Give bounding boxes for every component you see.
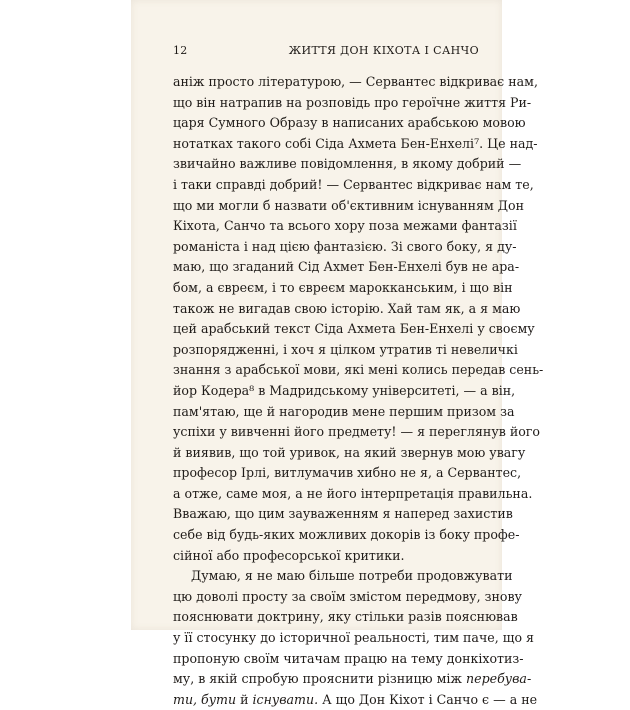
- text-run: й: [236, 691, 253, 707]
- text-line: Думаю, я не маю більше потреби продовжувати: [191, 568, 513, 584]
- text-line: пояснювати доктрину, яку стільки разів пояснював: [173, 609, 518, 625]
- text-line: що він натрапив на розповідь про героїчне життя Ри-: [173, 94, 532, 110]
- italic-term: ти, бути: [173, 691, 237, 707]
- text-line: успіхи у вивченні його предмету! — я переглянув його: [173, 424, 540, 440]
- page-number: 12: [173, 44, 188, 57]
- page-header: [173, 44, 479, 62]
- text-line: а отже, саме моя, а не його інтерпретація правильна.: [173, 485, 533, 501]
- text-line: сійної або професорської критики.: [173, 547, 405, 563]
- text-line: нотатках такого собі Сіда Ахмета Бен-Енхелі⁷. Це над-: [173, 135, 538, 151]
- text-line: пам'ятаю, ще й нагородив мене першим призом за: [173, 403, 515, 419]
- text-run: му, в якій спробую прояснити різницю між: [173, 671, 463, 687]
- text-line: Кіхота, Санчо та всього хору поза межами фантазії: [173, 218, 517, 234]
- text-line: маю, що згаданий Сід Ахмет Бен-Енхелі був не ара-: [173, 259, 520, 275]
- text-line: у її стосунку до історичної реальності, тим паче, що я: [173, 630, 534, 646]
- text-line: і таки справді добрий! — Сервантес відкриває нам те,: [173, 176, 534, 192]
- text-line: цей арабський текст Сіда Ахмета Бен-Енхелі у своєму: [173, 321, 535, 337]
- text-line: цю доволі просту за своїм змістом передмову, знову: [173, 588, 522, 604]
- text-line: царя Сумного Образу в написаних арабською мовою: [173, 115, 526, 131]
- italic-term: перебува-: [466, 671, 532, 687]
- body-text: [173, 72, 544, 710]
- text-line: аніж просто літературою, — Сервантес відкриває нам,: [173, 74, 538, 89]
- text-line: романіста і над цією фантазією. Зі свого боку, я ду-: [173, 238, 517, 254]
- text-line: [173, 669, 532, 690]
- text-line: також не вигадав свою історію. Хай там як, а я маю: [173, 300, 521, 316]
- text-line: пропоную своїм читачам працю на тему донкіхотиз-: [173, 650, 524, 666]
- text-line: що ми могли б назвати об'єктивним існуванням Дон: [173, 197, 524, 213]
- text-line: бом, а євреєм, і то євреєм марокканським, і що він: [173, 279, 513, 295]
- italic-term: існувати.: [252, 691, 319, 707]
- text-line: Вважаю, що цим зауваженням я наперед захистив: [173, 506, 513, 522]
- text-run: А що Дон Кіхот і Санчо є — а не: [318, 691, 538, 707]
- book-page: [131, 0, 544, 707]
- running-title: ЖИТТЯ ДОН КІХОТА І САНЧО: [288, 44, 479, 57]
- text-line: звичайно важливе повідомлення, в якому добрий —: [173, 156, 522, 172]
- text-line: й виявив, що той уривок, на який звернув мою увагу: [173, 444, 526, 460]
- text-line: [173, 690, 538, 710]
- text-line: професор Ірлі, витлумачив хибно не я, а Сервантес,: [173, 465, 522, 481]
- text-line: розпорядженні, і хоч я цілком утратив ті невеличкі: [173, 341, 518, 357]
- text-line: знання з арабської мови, які мені колись передав сень-: [173, 362, 544, 378]
- text-line: йор Кодера⁸ в Мадридському університеті, — а він,: [173, 382, 516, 398]
- text-line: себе від будь-яких можливих докорів із боку профе-: [173, 527, 520, 543]
